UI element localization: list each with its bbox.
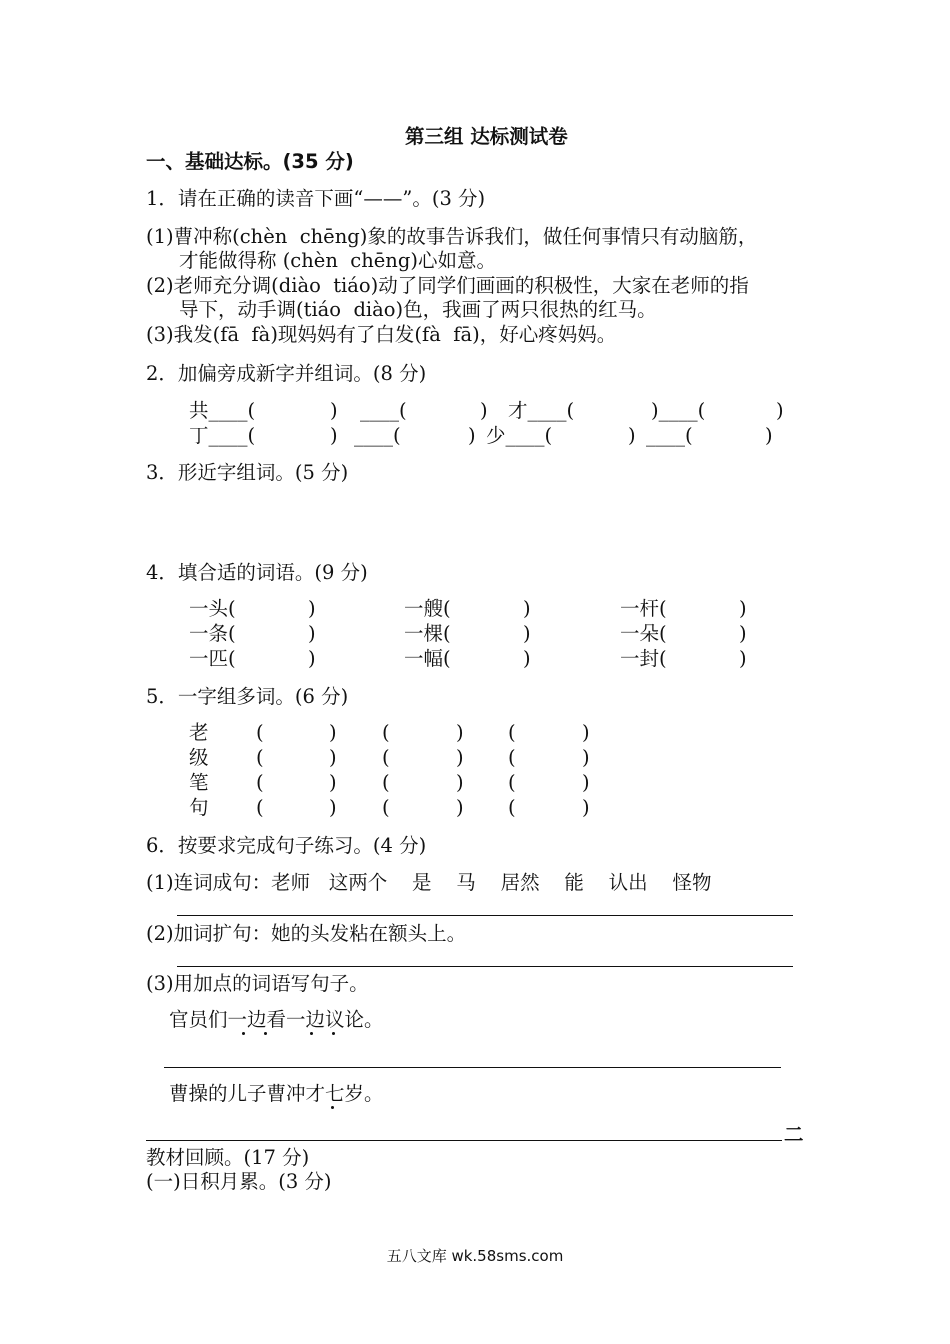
q5-blank-close: )	[329, 796, 337, 819]
q5-blank-close: )	[582, 771, 590, 794]
q2-blank: )____(	[651, 399, 706, 422]
emphasis-dot	[332, 1032, 335, 1035]
q2-blank: )	[330, 399, 338, 422]
q4-item: 一头(	[189, 597, 236, 620]
q4-item: 一棵(	[404, 622, 451, 645]
q5-blank-close: )	[582, 796, 590, 819]
q6-sentence-1: 官员们一边看一边议论。	[169, 1008, 384, 1031]
q1-line: 导下，动手调(tiáo diào)色，我画了两只很热的红马。	[179, 298, 657, 321]
q4-item-close: )	[523, 622, 531, 645]
q5-char: 句	[189, 796, 209, 819]
q5-blank-close: )	[582, 721, 590, 744]
q2-blank: 才____(	[508, 399, 575, 422]
q6-part1: (1)连词成句：老师 这两个 是 马 居然 能 认出 怪物	[146, 871, 712, 894]
q1-label: 1．请在正确的读音下画“——”。(3 分)	[146, 187, 486, 210]
emphasis-dot	[310, 1032, 313, 1035]
q4-item-close: )	[523, 597, 531, 620]
q5-blank-close: )	[329, 771, 337, 794]
q5-blank-open: (	[382, 796, 390, 819]
q5-blank-open: (	[508, 771, 516, 794]
section-2-sub-1: (一)日积月累。(3 分)	[146, 1170, 332, 1193]
q2-blank: ____(	[360, 399, 407, 422]
q2-blank: )	[330, 424, 338, 447]
q2-blank: 丁____(	[189, 424, 256, 447]
answer-line[interactable]	[164, 1067, 781, 1068]
q2-blank: )	[628, 424, 636, 447]
q4-item-close: )	[523, 647, 531, 670]
q4-item-close: )	[308, 597, 316, 620]
answer-line[interactable]	[146, 1140, 782, 1141]
q4-item-close: )	[739, 647, 747, 670]
section-2-heading: 教材回顾。(17 分)	[146, 1146, 310, 1169]
q5-blank-open: (	[256, 746, 264, 769]
q5-blank-open: (	[256, 721, 264, 744]
q2-blank: )	[480, 399, 488, 422]
q5-blank-close: )	[329, 746, 337, 769]
q2-blank: )	[765, 424, 773, 447]
q5-blank-open: (	[508, 721, 516, 744]
q4-item: 一朵(	[620, 622, 667, 645]
q4-item-close: )	[739, 622, 747, 645]
q5-blank-close: )	[582, 746, 590, 769]
q1-line: (3)我发(fā fà)现妈妈有了白发(fà fā)，好心疼妈妈。	[146, 323, 617, 346]
q5-blank-close: )	[456, 796, 464, 819]
page-title: 第三组 达标测试卷	[405, 125, 568, 148]
emphasis-dot	[242, 1032, 245, 1035]
q5-char: 老	[189, 721, 209, 744]
section-1-heading: 一、基础达标。(35 分)	[146, 150, 354, 173]
q2-blank: ____(	[354, 424, 401, 447]
q2-blank: 共____(	[189, 399, 256, 422]
q5-blank-close: )	[456, 721, 464, 744]
q5-blank-open: (	[508, 746, 516, 769]
q4-item: 一艘(	[404, 597, 451, 620]
q1-line: 才能做得称 (chèn chēng)心如意。	[179, 249, 496, 272]
q4-item-close: )	[308, 622, 316, 645]
q5-blank-close: )	[456, 746, 464, 769]
q1-line: (1)曹冲称(chèn chēng)象的故事告诉我们，做任何事情只有动脑筋，	[146, 225, 758, 248]
answer-line[interactable]	[177, 915, 793, 916]
footer-watermark: 五八文库 wk.58sms.com	[386, 1247, 564, 1265]
q5-char: 笔	[189, 771, 209, 794]
q5-blank-close: )	[329, 721, 337, 744]
answer-line[interactable]	[177, 966, 793, 967]
q4-label: 4．填合适的词语。(9 分)	[146, 561, 368, 584]
emphasis-dot	[331, 1106, 334, 1109]
q5-char: 级	[189, 746, 209, 769]
q4-item: 一条(	[189, 622, 236, 645]
q5-blank-close: )	[456, 771, 464, 794]
q4-item-close: )	[308, 647, 316, 670]
q1-line: (2)老师充分调(diào tiáo)动了同学们画画的积极性，大家在老师的指	[146, 274, 749, 297]
q6-label: 6．按要求完成句子练习。(4 分)	[146, 834, 427, 857]
q6-part3: (3)用加点的词语写句子。	[146, 972, 369, 995]
q6-part2: (2)加词扩句：她的头发粘在额头上。	[146, 922, 467, 945]
q5-blank-open: (	[382, 771, 390, 794]
q5-label: 5．一字组多词。(6 分)	[146, 685, 349, 708]
q5-blank-open: (	[256, 796, 264, 819]
q4-item: 一匹(	[189, 647, 236, 670]
q2-blank: ____(	[646, 424, 693, 447]
q2-label: 2．加偏旁成新字并组词。(8 分)	[146, 362, 427, 385]
q4-item: 一杆(	[620, 597, 667, 620]
emphasis-dot	[264, 1032, 267, 1035]
q5-blank-open: (	[256, 771, 264, 794]
q5-blank-open: (	[382, 721, 390, 744]
section-2-number: 二	[784, 1123, 804, 1146]
q4-item: 一封(	[620, 647, 667, 670]
q2-blank: )	[468, 424, 476, 447]
q2-blank: 少____(	[486, 424, 553, 447]
q5-blank-open: (	[382, 746, 390, 769]
q4-item: 一幅(	[404, 647, 451, 670]
q4-item-close: )	[739, 597, 747, 620]
q3-label: 3．形近字组词。(5 分)	[146, 461, 349, 484]
q2-blank: )	[776, 399, 784, 422]
q6-sentence-2: 曹操的儿子曹冲才七岁。	[169, 1082, 384, 1105]
q5-blank-open: (	[508, 796, 516, 819]
